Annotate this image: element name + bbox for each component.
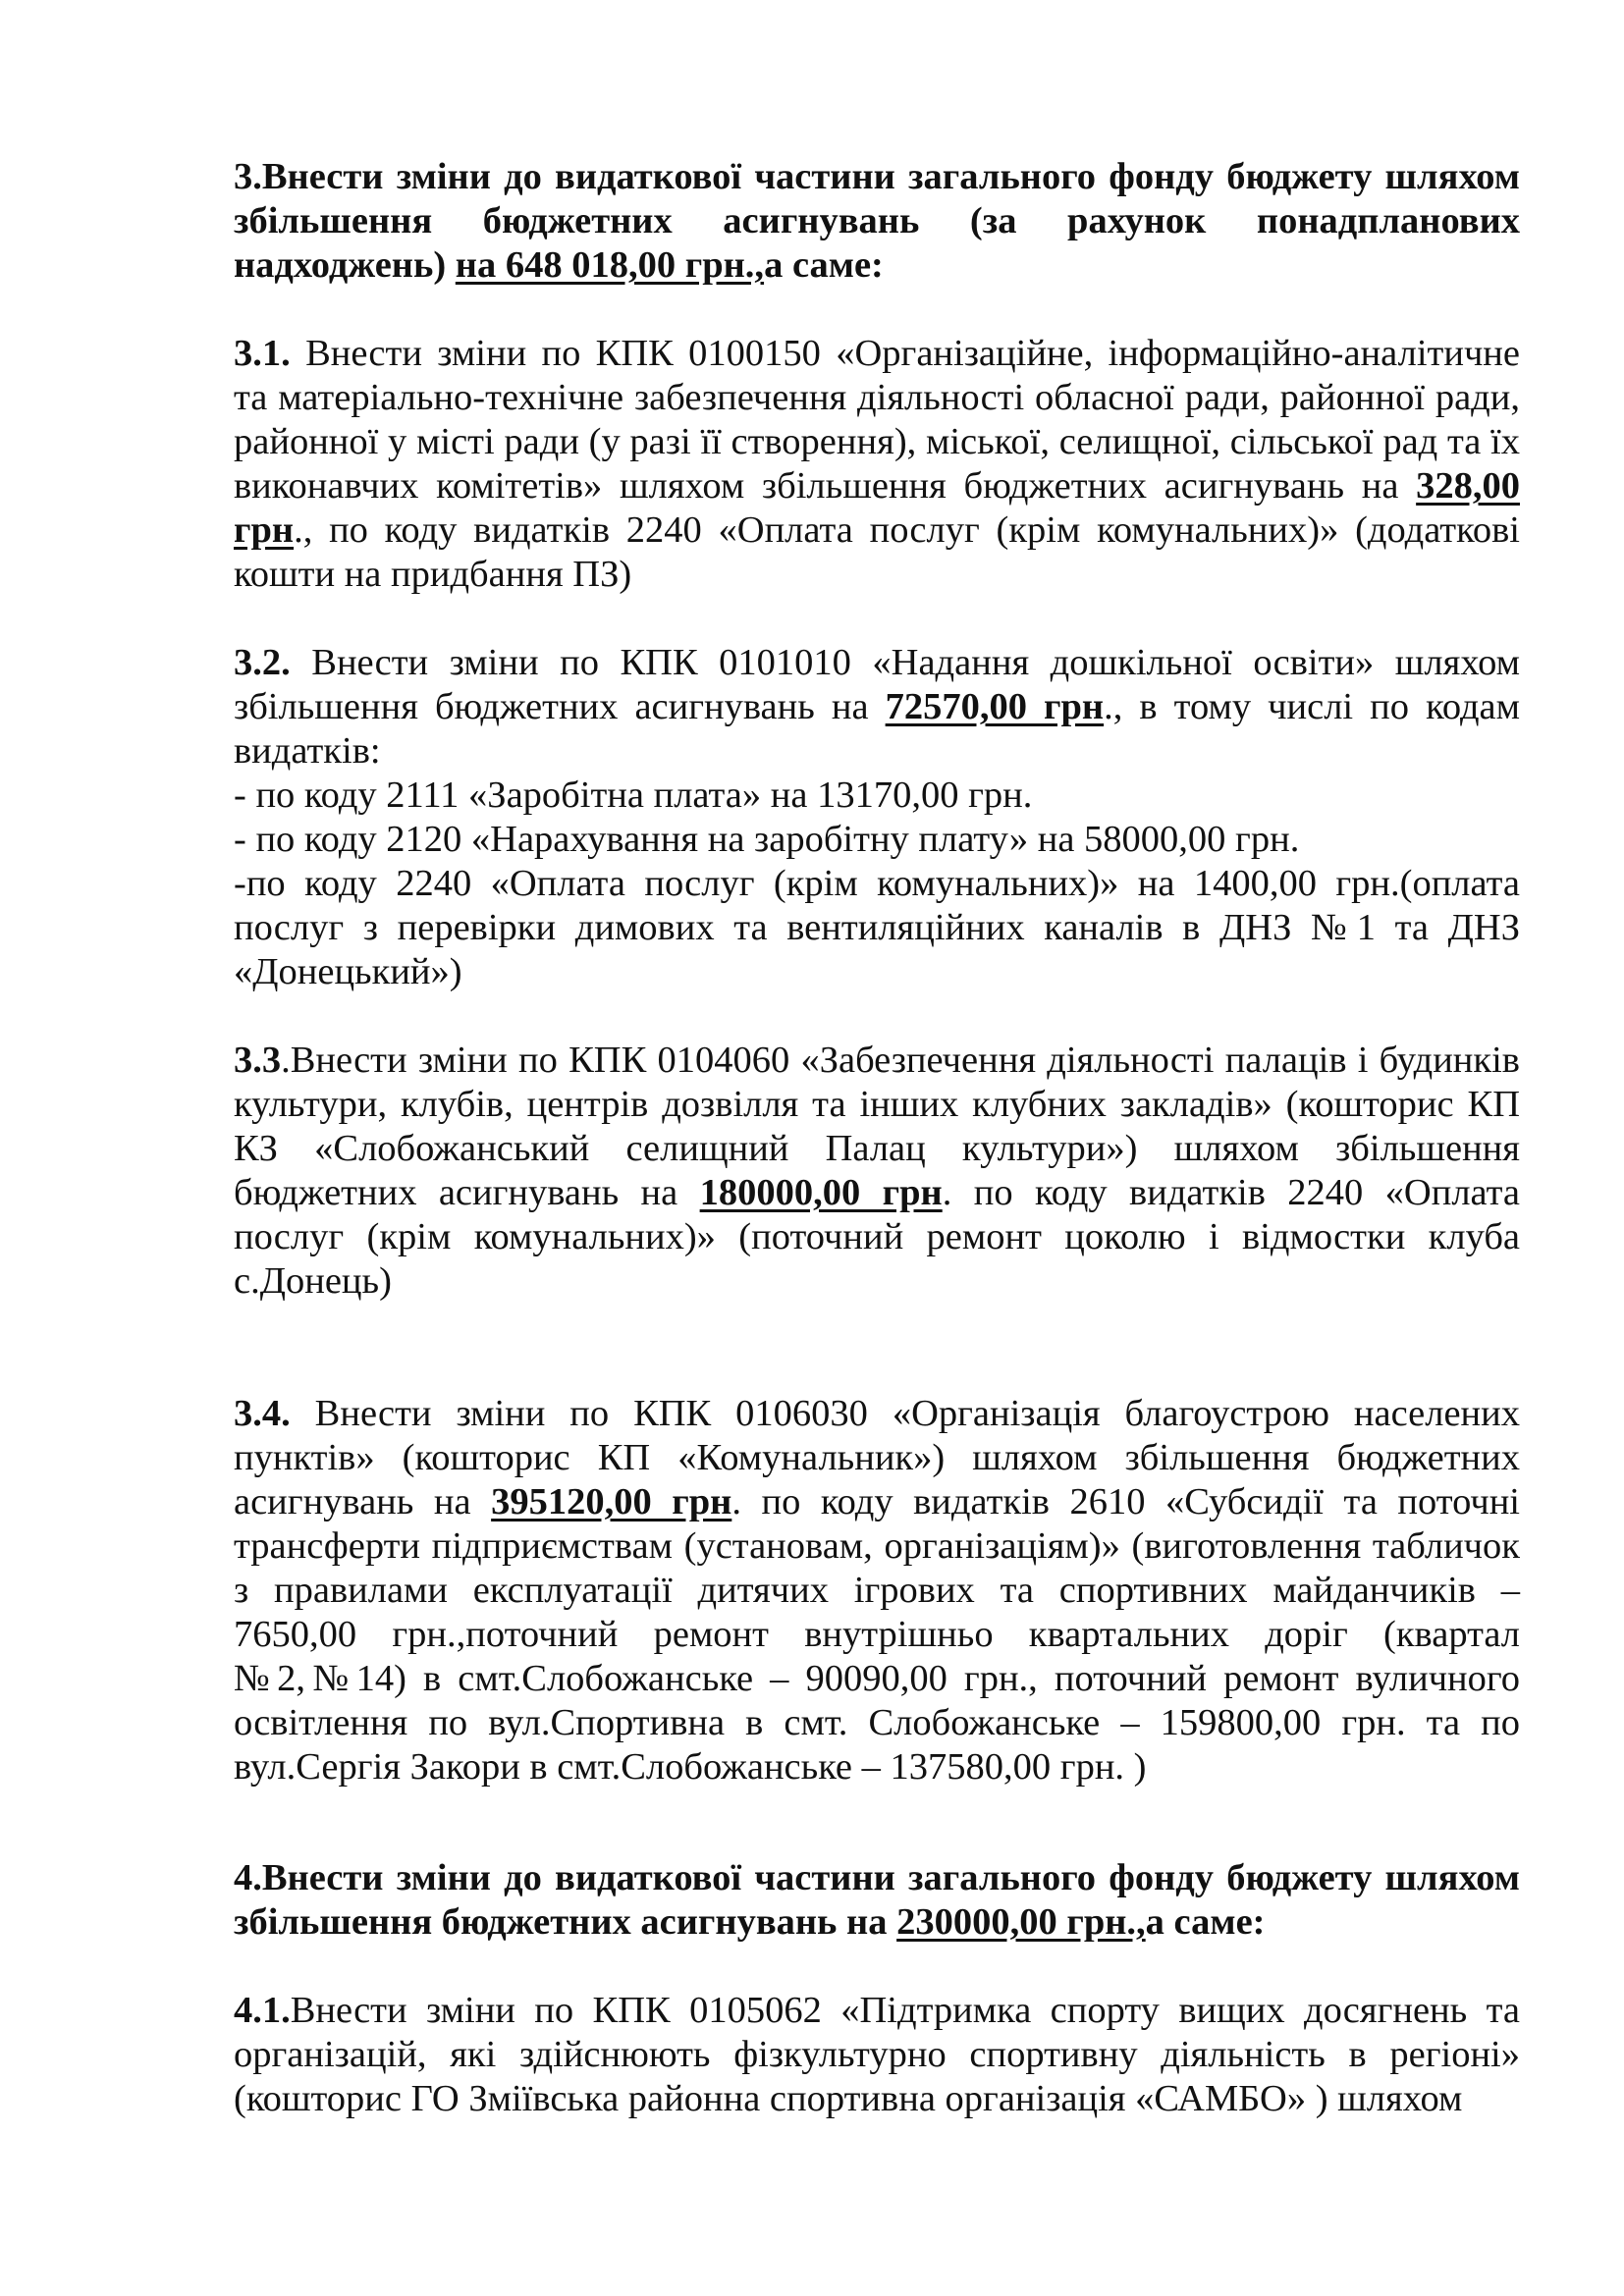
section-3-heading-tail: а саме: — [764, 244, 884, 286]
paragraph-3-3-text-tail: . по коду видатків 2240 «Оплата послуг (крім комунальних)» (поточний ремонт цоколю і відмостки клуба с.Донець) — [234, 1172, 1521, 1302]
paragraph-3-2-line-1: - по коду 2111 «Заробітна плата» на 13170,00 грн. — [234, 774, 1033, 816]
paragraph-3-3 — [234, 1039, 1520, 1304]
paragraph-3-3-number: 3.3 — [234, 1040, 282, 1081]
section-3-heading-text: 3.Внести зміни до видаткової частини загального фонду бюджету шляхом збільшення бюджетних асигнувань (за рахунок понадпланових надходжень) — [234, 156, 1520, 286]
document-body — [234, 155, 1520, 2121]
paragraph-3-1-amount: 328,00 грн — [234, 465, 1520, 551]
paragraph-3-2 — [234, 641, 1520, 774]
paragraph-3-1-text-tail: ., по коду видатків 2240 «Оплата послуг (крім комунальних)» (додаткові кошти на придбання ПЗ) — [234, 509, 1520, 595]
paragraph-3-4-amount: 395120,00 грн — [491, 1481, 732, 1522]
paragraph-3-1 — [234, 332, 1520, 597]
section-4-heading — [234, 1856, 1520, 1945]
paragraph-4-1-text: Внести зміни по КПК 0105062 «Підтримка спорту вищих досягнень та організацій, які здійснюють фізкультурно спортивну діяльність в регіоні» (кошторис ГО Зміївська районна спортивна організація «САМБО» ) шляхом — [234, 1990, 1520, 2119]
paragraph-3-1-number: 3.1. — [234, 333, 291, 374]
paragraph-4-1 — [234, 1989, 1520, 2121]
paragraph-3-3-amount: 180000,00 грн — [699, 1172, 943, 1213]
paragraph-3-4 — [234, 1392, 1520, 1789]
section-4-total-amount: 230000,00 грн., — [896, 1901, 1146, 1943]
paragraph-3-2-text: Внести зміни по КПК 0101010 «Надання дошкільної освіти» шляхом збільшення бюджетних асигнувань на — [234, 642, 1520, 727]
paragraph-3-2-amount: 72570,00 грн — [885, 686, 1105, 727]
paragraph-3-2-line-2: - по коду 2120 «Нарахування на заробітну плату» на 58000,00 грн. — [234, 819, 1300, 860]
section-3-total-amount: на 648 018,00 грн., — [455, 244, 765, 286]
paragraph-3-1-text: Внести зміни по КПК 0100150 «Організаційне, інформаційно-аналітичне та матеріально-технічне забезпечення діяльності обласної ради, районної ради, районної у місті ради (у разі її створення), міської, селищної, сільської рад та їх виконавчих комітетів» шляхом збільшення бюджетних асигнувань на — [234, 333, 1520, 507]
paragraph-3-2-number: 3.2. — [234, 642, 291, 683]
paragraph-4-1-number: 4.1. — [234, 1990, 291, 2031]
section-4-heading-tail: а саме: — [1145, 1901, 1266, 1943]
paragraph-3-2-text-tail: ., в тому числі по кодам видатків: — [234, 686, 1521, 772]
paragraph-3-4-text: Внести зміни по КПК 0106030 «Організація благоустрою населених пунктів» (кошторис КП «Комунальник») шляхом збільшення бюджетних асигнувань на — [234, 1393, 1520, 1522]
section-4-heading-text: 4.Внести зміни до видаткової частини загального фонду бюджету шляхом збільшення бюджетних асигнувань на — [234, 1857, 1520, 1943]
paragraph-3-3-text: .Внести зміни по КПК 0104060 «Забезпечення діяльності палаців і будинків культури, клубів, центрів дозвілля та інших клубних закладів» (кошторис КП КЗ «Слобожанський селищний Палац культури») шляхом збільшення бюджетних асигнувань на — [234, 1040, 1520, 1213]
paragraph-3-4-text-tail: . по коду видатків 2610 «Субсидії та поточні трансферти підприємствам (установам, організаціям)» (виготовлення табличок з правилами експлуатації дитячих ігрових та спортивних майданчиків – 7650,00 грн.,поточний ремонт внутрішньо квартальних доріг (квартал №2,№14) в смт.Слобожанське – 90090,00 грн., поточний ремонт вуличного освітлення по вул.Спортивна в смт. Слобожанське – 159800,00 грн. та по вул.Сергія Закори в смт.Слобожанське – 137580,00 грн. ) — [234, 1481, 1521, 1788]
section-3-heading — [234, 155, 1520, 288]
paragraph-3-2-line-3: -по коду 2240 «Оплата послуг (крім комунальних)» на 1400,00 грн.(оплата послуг з перевірки димових та вентиляційних каналів в ДНЗ №1 та ДНЗ «Донецький») — [234, 863, 1520, 992]
paragraph-3-4-number: 3.4. — [234, 1393, 291, 1434]
